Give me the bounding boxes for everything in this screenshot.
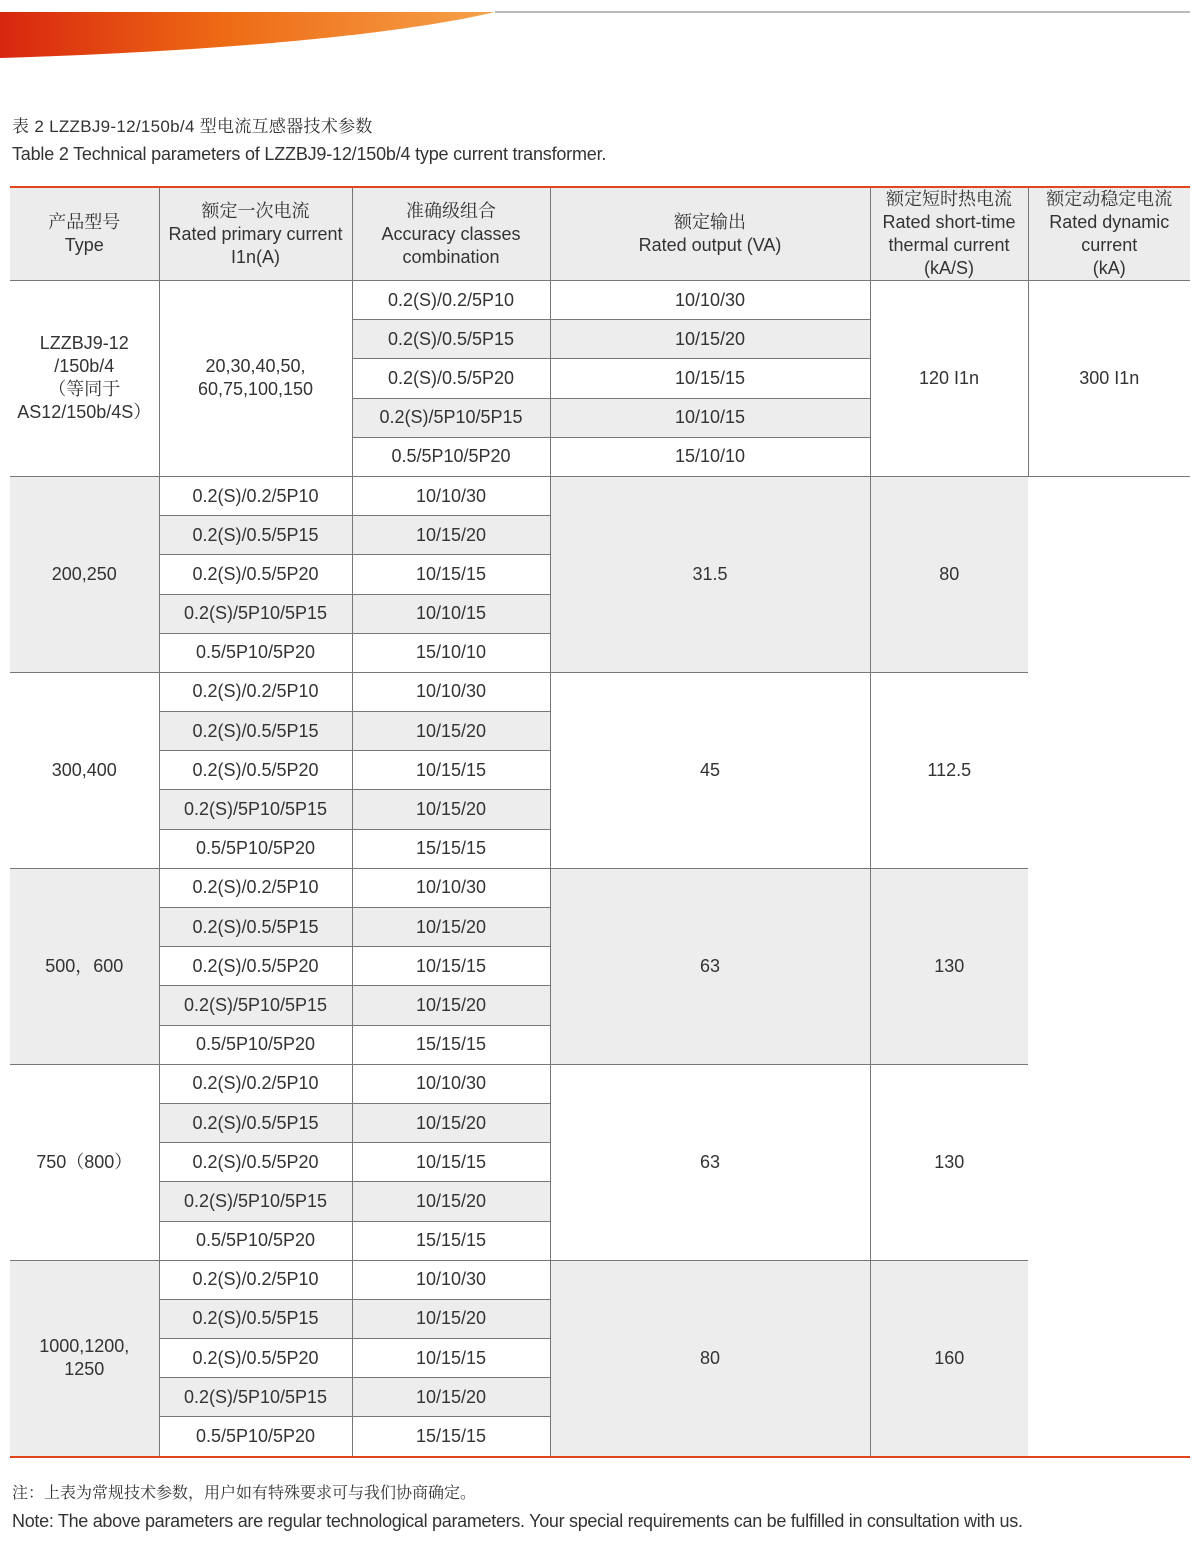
header-type-en: Type xyxy=(64,235,104,255)
header-current-cn: 额定一次电流 xyxy=(201,200,310,221)
accuracy-class-cell: 0.5/5P10/5P20 xyxy=(159,1221,352,1260)
thermal-current-cell: 63 xyxy=(550,868,870,1064)
dynamic-current-cell: 160 xyxy=(870,1260,1028,1456)
rated-primary-current-cell: 200,250 xyxy=(10,476,159,672)
accuracy-class-cell: 0.2(S)/5P10/5P15 xyxy=(159,1182,352,1221)
thermal-current-cell: 45 xyxy=(550,672,870,868)
current-group xyxy=(10,868,1190,1064)
header-dynamic-en-2: current xyxy=(1081,235,1138,255)
rated-output-cell: 10/15/15 xyxy=(352,555,550,594)
accuracy-class-cell: 0.2(S)/0.2/5P10 xyxy=(159,868,352,907)
table-row xyxy=(10,281,1190,320)
header-thermal-current xyxy=(870,187,1028,281)
rated-output-cell: 10/15/20 xyxy=(352,1378,550,1417)
accuracy-class-cell: 0.2(S)/0.5/5P20 xyxy=(159,555,352,594)
rated-output-cell: 10/15/20 xyxy=(352,1299,550,1338)
table-row xyxy=(10,672,1190,711)
header-accuracy-cn: 准确级组合 xyxy=(406,200,496,221)
current-group xyxy=(10,1064,1190,1260)
header-type-cn: 产品型号 xyxy=(48,212,121,232)
rated-output-cell: 10/15/15 xyxy=(550,359,870,398)
header-accuracy-en-1: Accuracy classes xyxy=(381,223,521,244)
table-row xyxy=(10,1064,1190,1103)
rated-primary-current-cell: 500，600 xyxy=(10,868,159,1064)
accuracy-class-cell: 0.2(S)/5P10/5P15 xyxy=(159,594,352,633)
header-current-en-2: I1n(A) xyxy=(230,246,281,267)
dynamic-current-cell: 130 xyxy=(870,868,1028,1064)
table-caption-cn: 表 2 LZZBJ9-12/150b/4 型电流互感器技术参数 xyxy=(12,117,373,136)
rated-output-cell: 15/15/15 xyxy=(352,1417,550,1457)
header-current-en-1: Rated primary current xyxy=(168,223,343,244)
rated-output-cell: 10/15/15 xyxy=(352,947,550,986)
table-row xyxy=(10,476,1190,515)
header-dynamic-en-3: (kA) xyxy=(1092,258,1126,278)
header-thermal-cn: 额定短时热电流 xyxy=(886,189,1012,209)
thermal-current-cell: 31.5 xyxy=(550,476,870,672)
accuracy-class-cell: 0.5/5P10/5P20 xyxy=(159,1417,352,1457)
rated-output-cell: 15/15/15 xyxy=(352,1025,550,1064)
accuracy-class-cell: 0.2(S)/0.5/5P15 xyxy=(352,320,550,359)
accuracy-class-cell: 0.2(S)/5P10/5P15 xyxy=(159,1378,352,1417)
accuracy-class-cell: 0.2(S)/0.5/5P15 xyxy=(159,712,352,751)
accuracy-class-cell: 0.2(S)/5P10/5P15 xyxy=(159,790,352,829)
accuracy-class-cell: 0.2(S)/0.5/5P15 xyxy=(159,1299,352,1338)
rated-output-cell: 15/10/10 xyxy=(352,633,550,672)
rated-primary-current-cell: 750（800） xyxy=(10,1064,159,1260)
rated-output-cell: 10/15/20 xyxy=(352,712,550,751)
rated-output-cell: 10/10/30 xyxy=(352,672,550,711)
accuracy-class-cell: 0.2(S)/0.5/5P15 xyxy=(159,516,352,555)
accuracy-class-cell: 0.2(S)/5P10/5P15 xyxy=(159,986,352,1025)
thermal-current-cell: 80 xyxy=(550,1260,870,1456)
header-output-cn: 额定输出 xyxy=(674,212,746,232)
accuracy-class-cell: 0.2(S)/0.2/5P10 xyxy=(159,672,352,711)
rated-output-cell: 10/15/20 xyxy=(352,790,550,829)
rated-primary-current-cell: 20,30,40,50, 60,75,100,150 xyxy=(159,281,352,477)
table-header-row xyxy=(10,187,1190,281)
rated-output-cell: 10/15/20 xyxy=(352,516,550,555)
accuracy-class-cell: 0.2(S)/0.5/5P15 xyxy=(159,908,352,947)
rated-output-cell: 10/15/15 xyxy=(352,1339,550,1378)
accuracy-class-cell: 0.2(S)/0.5/5P20 xyxy=(159,1339,352,1378)
accuracy-class-cell: 0.5/5P10/5P20 xyxy=(352,437,550,476)
header-thermal-en-3: (kA/S) xyxy=(923,258,974,278)
rated-output-cell: 15/10/10 xyxy=(550,437,870,476)
accuracy-class-cell: 0.2(S)/0.5/5P20 xyxy=(159,947,352,986)
product-type-cell: LZZBJ9-12 /150b/4 （等同于 AS12/150b/4S） xyxy=(10,281,159,477)
note-en: Note: The above parameters are regular technological parameters. Your special requirements can be fulfilled in consultation with us. xyxy=(12,1511,1023,1531)
accuracy-class-cell: 0.2(S)/0.2/5P10 xyxy=(352,281,550,320)
header-accuracy-en-2: combination xyxy=(402,246,500,267)
rated-output-cell: 10/10/30 xyxy=(352,476,550,515)
accuracy-class-cell: 0.2(S)/0.2/5P10 xyxy=(159,1260,352,1299)
current-group xyxy=(10,1260,1190,1456)
accuracy-class-cell: 0.2(S)/0.2/5P10 xyxy=(159,1064,352,1103)
header-dynamic-current xyxy=(1028,187,1190,281)
current-group xyxy=(10,281,1190,477)
rated-output-cell: 10/10/30 xyxy=(550,281,870,320)
rated-output-cell: 10/15/15 xyxy=(352,1143,550,1182)
accuracy-class-cell: 0.2(S)/5P10/5P15 xyxy=(352,398,550,437)
accuracy-class-cell: 0.2(S)/0.5/5P20 xyxy=(159,751,352,790)
dynamic-current-cell: 300 I1n xyxy=(1028,281,1190,477)
accuracy-class-cell: 0.2(S)/0.5/5P15 xyxy=(159,1103,352,1142)
dynamic-current-cell: 130 xyxy=(870,1064,1028,1260)
rated-output-cell: 10/15/20 xyxy=(550,320,870,359)
accuracy-class-cell: 0.5/5P10/5P20 xyxy=(159,1025,352,1064)
rated-output-cell: 15/15/15 xyxy=(352,1221,550,1260)
rated-output-cell: 10/15/15 xyxy=(352,751,550,790)
thermal-current-cell: 120 I1n xyxy=(870,281,1028,477)
accuracy-class-cell: 0.2(S)/0.2/5P10 xyxy=(159,476,352,515)
header-rated-primary-current xyxy=(159,187,352,281)
table-row xyxy=(10,1260,1190,1299)
spec-table xyxy=(10,186,1190,1458)
thermal-current-cell: 63 xyxy=(550,1064,870,1260)
header-dynamic-cn: 额定动稳定电流 xyxy=(1046,189,1173,209)
rated-output-cell: 10/15/20 xyxy=(352,1103,550,1142)
dynamic-current-cell: 112.5 xyxy=(870,672,1028,868)
header-dynamic-en-1: Rated dynamic xyxy=(1049,212,1170,232)
header-accuracy-classes xyxy=(352,187,550,281)
rated-primary-current-cell: 1000,1200, 1250 xyxy=(10,1260,159,1456)
current-group xyxy=(10,476,1190,672)
rated-output-cell: 15/15/15 xyxy=(352,829,550,868)
header-thermal-en-1: Rated short-time xyxy=(882,212,1016,232)
header-banner xyxy=(0,0,1200,66)
rated-output-cell: 10/15/20 xyxy=(352,986,550,1025)
rated-output-cell: 10/15/20 xyxy=(352,908,550,947)
header-rated-output xyxy=(550,187,870,281)
table-row xyxy=(10,868,1190,907)
header-type xyxy=(10,187,159,281)
current-group xyxy=(10,672,1190,868)
accuracy-class-cell: 0.2(S)/0.5/5P20 xyxy=(159,1143,352,1182)
accuracy-class-cell: 0.5/5P10/5P20 xyxy=(159,829,352,868)
rated-output-cell: 10/10/30 xyxy=(352,1064,550,1103)
rated-output-cell: 10/15/20 xyxy=(352,1182,550,1221)
rated-output-cell: 10/10/30 xyxy=(352,1260,550,1299)
header-thermal-en-2: thermal current xyxy=(888,235,1010,255)
rated-primary-current-cell: 300,400 xyxy=(10,672,159,868)
table-caption-en: Table 2 Technical parameters of LZZBJ9-12/150b/4 type current transformer. xyxy=(12,144,607,164)
note-cn: 注：上表为常规技术参数，用户如有特殊要求可与我们协商确定。 xyxy=(12,1485,477,1502)
rated-output-cell: 10/10/15 xyxy=(352,594,550,633)
dynamic-current-cell: 80 xyxy=(870,476,1028,672)
rated-output-cell: 10/10/15 xyxy=(550,398,870,437)
accuracy-class-cell: 0.5/5P10/5P20 xyxy=(159,633,352,672)
rated-output-cell: 10/10/30 xyxy=(352,868,550,907)
accuracy-class-cell: 0.2(S)/0.5/5P20 xyxy=(352,359,550,398)
header-output-en: Rated output (VA) xyxy=(638,235,782,255)
